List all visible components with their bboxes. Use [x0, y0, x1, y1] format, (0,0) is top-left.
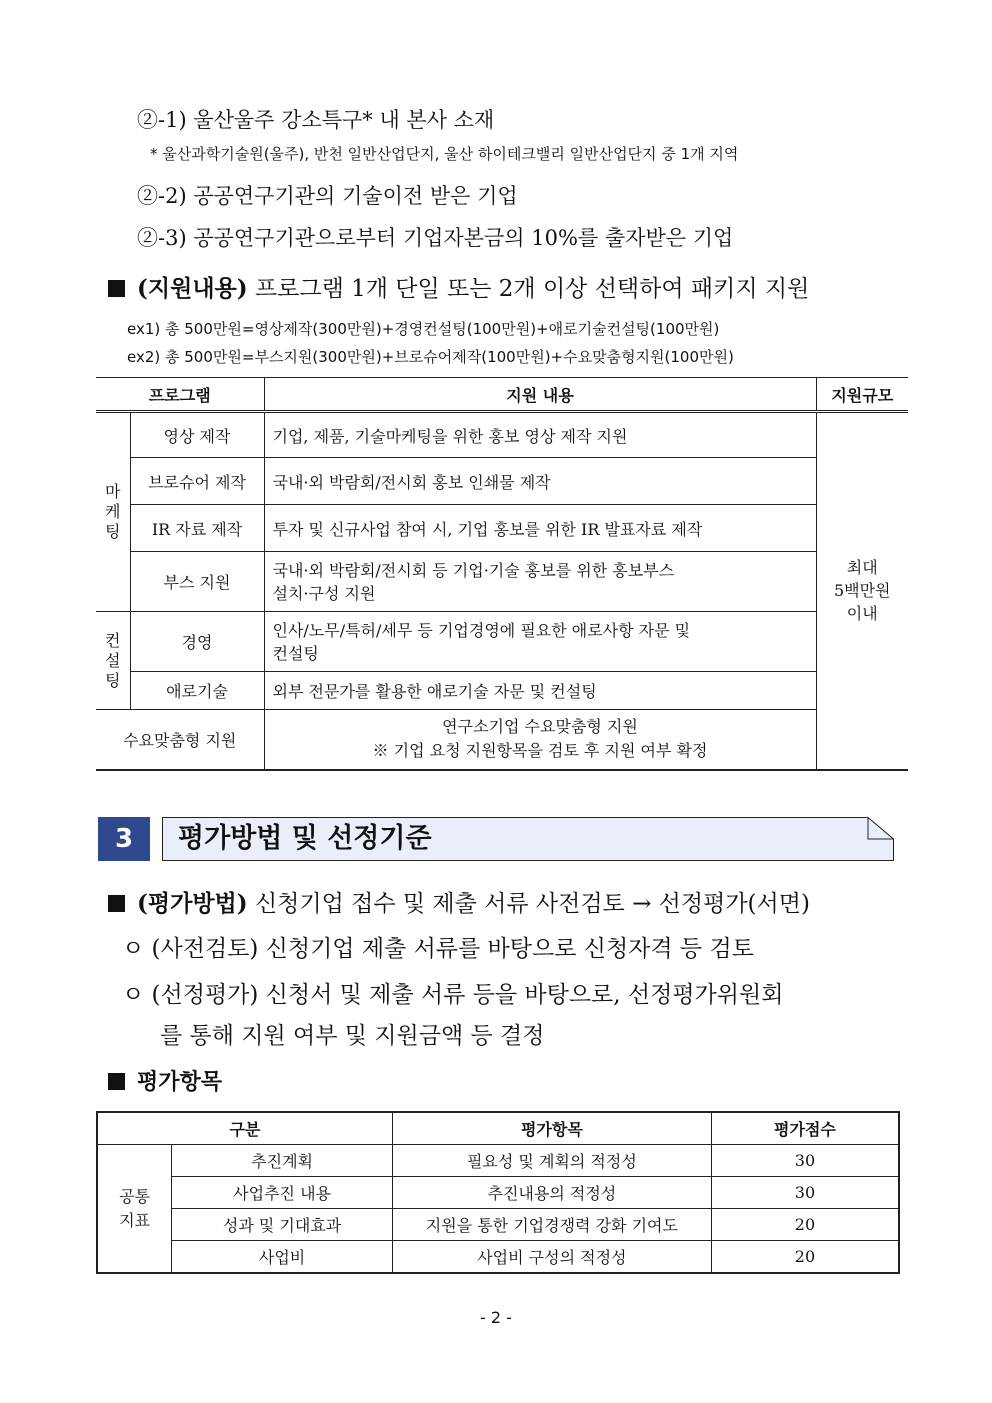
- program-name: 애로기술: [130, 672, 264, 710]
- square-bullet-icon: [108, 895, 125, 912]
- group-marketing: 마 케 팅: [96, 412, 130, 612]
- eval-item: 필요성 및 계획의 적정성: [392, 1145, 711, 1177]
- program-content: 인사/노무/특허/세무 등 기업경영에 필요한 애로사항 자문 및 컨설팅: [264, 612, 816, 672]
- page-number: - 2 -: [480, 1308, 512, 1327]
- eval-item: 사업비 구성의 적정성: [392, 1241, 711, 1274]
- group-consulting: 컨 설 팅: [96, 612, 130, 710]
- support-text: 프로그램 1개 단일 또는 2개 이상 선택하여 패키지 지원: [247, 276, 810, 302]
- th-scale: 지원규모: [816, 378, 908, 412]
- square-bullet-icon: [108, 280, 125, 297]
- eval-category: 사업비: [172, 1241, 392, 1274]
- method-bullet-2: ㅇ (선정평가) 신청서 및 제출 서류 등을 바탕으로, 선정평가위원회: [122, 982, 784, 1008]
- th-content: 지원 내용: [264, 378, 816, 412]
- criteria-2-3: ②-3) 공공연구기관으로부터 기업자본금의 10%를 출자받은 기업: [137, 226, 734, 250]
- eval-score: 20: [711, 1209, 899, 1241]
- program-content: 연구소기업 수요맞춤형 지원 ※ 기업 요청 지원항목을 검토 후 지원 여부 확정: [264, 710, 816, 770]
- support-example-1: ex1) 총 500만원=영상제작(300만원)+경영컨설팅(100만원)+애로기술컨설팅(100만원): [127, 320, 720, 338]
- program-content: 외부 전문가를 활용한 애로기술 자문 및 컨설팅: [264, 672, 816, 710]
- program-content: 국내·외 박람회/전시회 홍보 인쇄물 제작: [264, 458, 816, 505]
- program-name: 영상 제작: [130, 412, 264, 458]
- program-table: [96, 377, 908, 771]
- th-score: 평가점수: [711, 1112, 899, 1145]
- section-number: 3: [98, 817, 150, 861]
- eval-score: 30: [711, 1145, 899, 1177]
- eval-score: 30: [711, 1177, 899, 1209]
- square-bullet-icon: [108, 1073, 125, 1090]
- program-content: 기업, 제품, 기술마케팅을 위한 홍보 영상 제작 지원: [264, 412, 816, 458]
- eval-score: 20: [711, 1241, 899, 1274]
- eval-heading: 평가항목: [108, 1065, 222, 1096]
- eval-item: 추진내용의 적정성: [392, 1177, 711, 1209]
- program-name: 경영: [130, 612, 264, 672]
- support-heading: [108, 270, 809, 303]
- method-bullet-1: ㅇ (사전검토) 신청기업 제출 서류를 바탕으로 신청자격 등 검토: [122, 936, 754, 962]
- eval-category: 추진계획: [172, 1145, 392, 1177]
- program-content: 투자 및 신규사업 참여 시, 기업 홍보를 위한 IR 발표자료 제작: [264, 505, 816, 552]
- program-name: 브로슈어 제작: [130, 458, 264, 505]
- criteria-2-1: ②-1) 울산울주 강소특구* 내 본사 소재: [137, 108, 495, 132]
- th-category: 구분: [97, 1112, 392, 1145]
- section-title: 평가방법 및 선정기준: [178, 823, 432, 854]
- support-example-2: ex2) 총 500만원=부스지원(300만원)+브로슈어제작(100만원)+수요맞춤형지원(100만원): [127, 348, 734, 366]
- program-name: 수요맞춤형 지원: [96, 710, 264, 770]
- support-label: (지원내용): [137, 275, 248, 302]
- method-label: (평가방법): [137, 890, 248, 917]
- method-text: 신청기업 접수 및 제출 서류 사전검토 → 선정평가(서면): [247, 891, 810, 917]
- method-heading: [108, 885, 810, 918]
- eval-category: 성과 및 기대효과: [172, 1209, 392, 1241]
- th-item: 평가항목: [392, 1112, 711, 1145]
- method-bullet-2-cont: 를 통해 지원 여부 및 지원금액 등 결정: [160, 1023, 545, 1049]
- support-scale: 최대 5백만원 이내: [816, 412, 908, 770]
- eval-category: 사업추진 내용: [172, 1177, 392, 1209]
- eval-item: 지원을 통한 기업경쟁력 강화 기여도: [392, 1209, 711, 1241]
- criteria-2-2: ②-2) 공공연구기관의 기술이전 받은 기업: [137, 184, 518, 208]
- criteria-note: * 울산과학기술원(울주), 반천 일반산업단지, 울산 하이테크밸리 일반산업단지 중 1개 지역: [150, 145, 739, 163]
- eval-group: 공통 지표: [97, 1145, 172, 1274]
- program-name: 부스 지원: [130, 552, 264, 612]
- th-program: 프로그램: [96, 378, 264, 412]
- program-name: IR 자료 제작: [130, 505, 264, 552]
- eval-table: [96, 1111, 900, 1274]
- program-content: 국내·외 박람회/전시회 등 기업·기술 홍보를 위한 홍보부스 설치·구성 지원: [264, 552, 816, 612]
